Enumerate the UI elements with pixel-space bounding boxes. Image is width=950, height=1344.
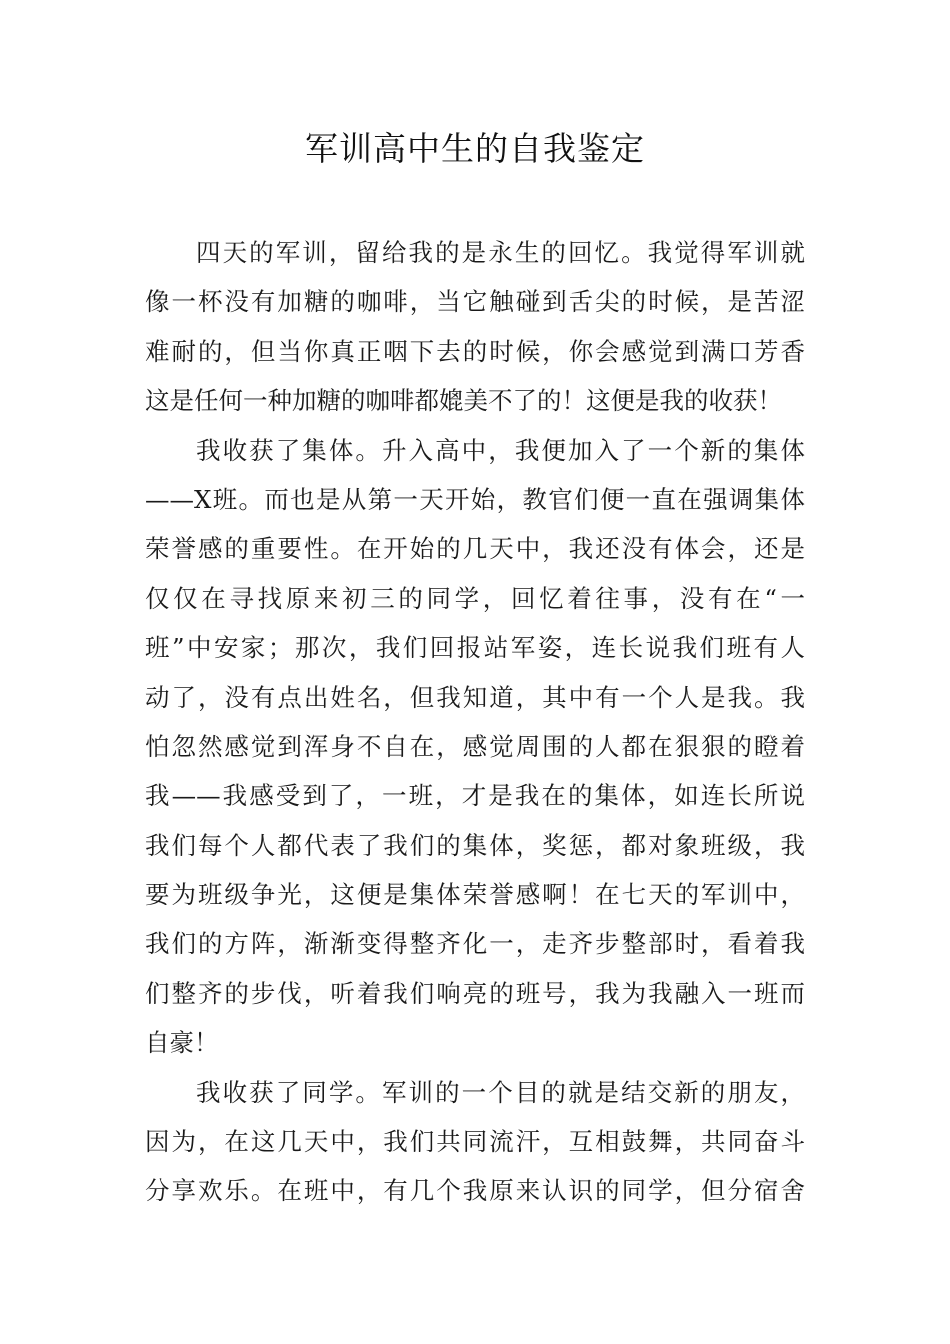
body-line: 怕忽然感觉到浑身不自在，感觉周围的人都在狠狠的瞪着 bbox=[145, 731, 805, 761]
body-line: 难耐的，但当你真正咽下去的时候，你会感觉到满口芳香 bbox=[145, 336, 805, 366]
body-line: 我收获了同学。军训的一个目的就是结交新的朋友， bbox=[196, 1077, 805, 1107]
body-line: 仅仅在寻找原来初三的同学，回忆着往事，没有在“一 bbox=[145, 583, 805, 613]
body-line: 班”中安家；那次，我们回报站军姿，连长说我们班有人 bbox=[145, 633, 805, 663]
body-line: 这是任何一种加糖的咖啡都媲美不了的！这便是我的收获！ bbox=[145, 386, 782, 416]
body-line: ——X班。而也是从第一天开始，教官们便一直在强调集体 bbox=[145, 484, 805, 514]
body-line: 因为，在这几天中，我们共同流汗，互相鼓舞，共同奋斗 bbox=[145, 1127, 805, 1157]
body-line: 我收获了集体。升入高中，我便加入了一个新的集体 bbox=[196, 435, 805, 465]
body-line: 我们的方阵，渐渐变得整齐化一，走齐步整部时，看着我 bbox=[145, 929, 805, 959]
body-line: 分享欢乐。在班中，有几个我原来认识的同学，但分宿舍 bbox=[145, 1176, 805, 1206]
body-line: 要为班级争光，这便是集体荣誉感啊！在七天的军训中， bbox=[145, 880, 805, 910]
body-line: 动了，没有点出姓名，但我知道，其中有一个人是我。我 bbox=[145, 682, 805, 712]
body-line: 四天的军训，留给我的是永生的回忆。我觉得军训就 bbox=[196, 238, 805, 267]
body-line: 我们每个人都代表了我们的集体，奖惩，都对象班级，我 bbox=[145, 830, 805, 860]
body-line: 我——我感受到了，一班，才是我在的集体，如连长所说 bbox=[145, 781, 805, 811]
body-line: 荣誉感的重要性。在开始的几天中，我还没有体会，还是 bbox=[145, 534, 805, 564]
body-line: 自豪！ bbox=[145, 1028, 219, 1058]
body-line: 们整齐的步伐，听着我们响亮的班号，我为我融入一班而 bbox=[145, 978, 805, 1008]
body-line: 像一杯没有加糖的咖啡，当它触碰到舌尖的时候，是苦涩 bbox=[145, 287, 805, 317]
document-title: 军训高中生的自我鉴定 bbox=[305, 129, 645, 168]
document-body bbox=[145, 228, 805, 1216]
